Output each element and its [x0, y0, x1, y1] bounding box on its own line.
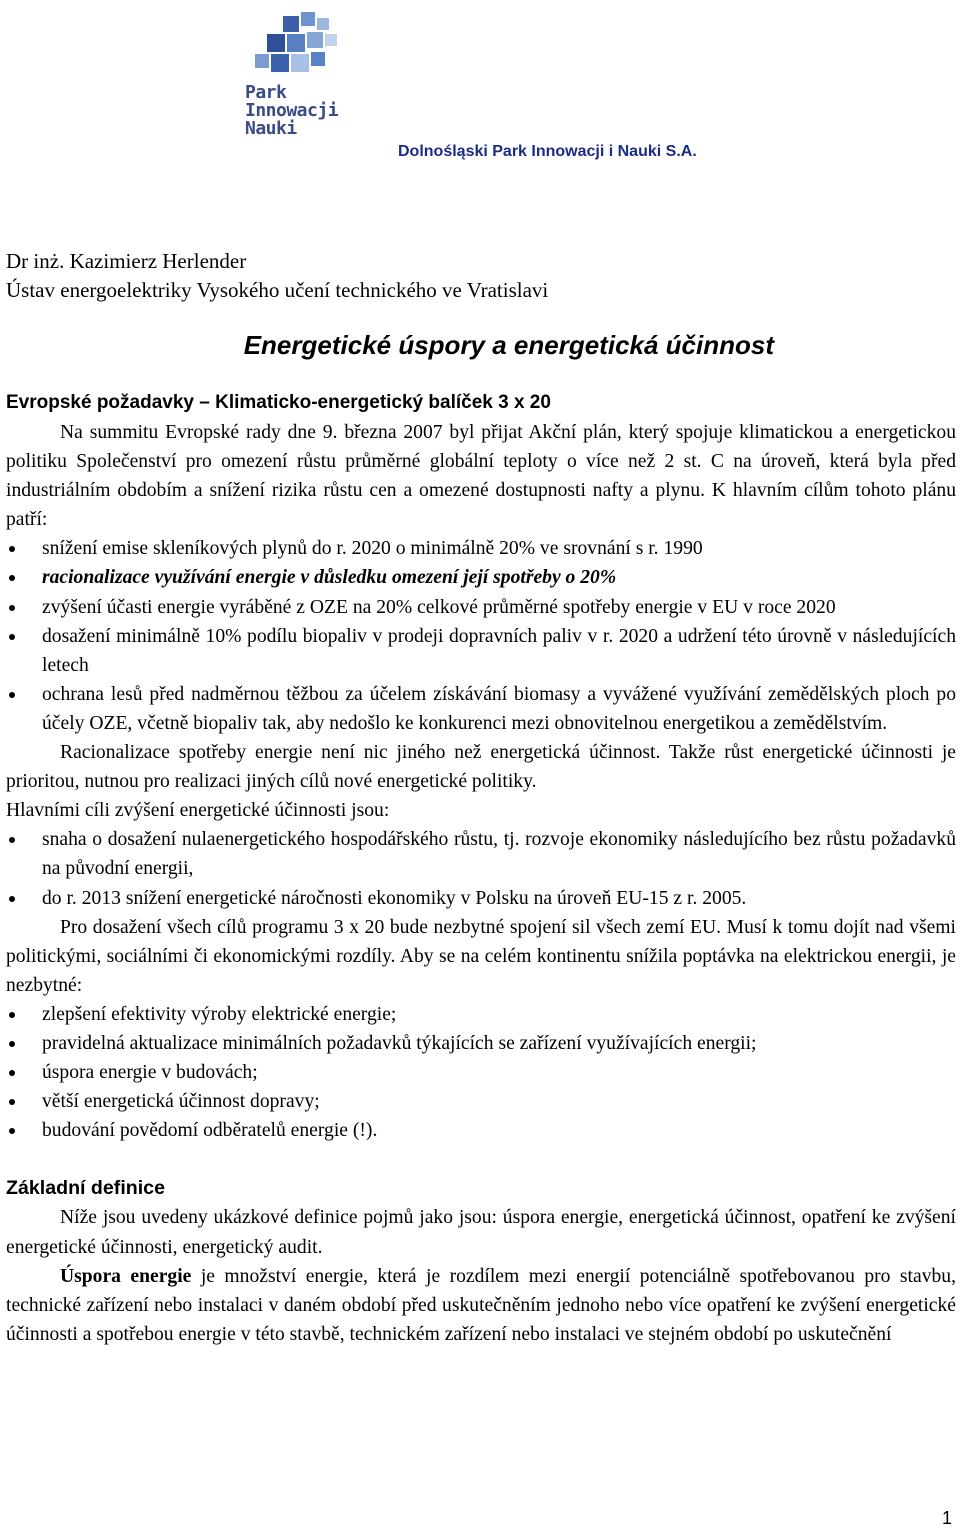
- logo-mark-icon: [245, 12, 385, 82]
- bullet-icon: [9, 837, 15, 843]
- list-item: budování povědomí odběratelů energie (!).: [6, 1116, 956, 1145]
- bullet-icon: [9, 634, 15, 640]
- goals-list: [6, 534, 956, 738]
- bullet-icon: [9, 1041, 15, 1047]
- list-item: snaha o dosažení nulaenergetického hospodářského růstu, tj. rozvoje ekonomiky následujícího bez růstu požadavků na původní energii,: [6, 825, 956, 883]
- bullet-icon: [9, 546, 15, 552]
- logo-text: Park Innowacji Nauki: [245, 82, 339, 139]
- list-item: snížení emise skleníkových plynů do r. 2020 o minimálně 20% ve srovnání s r. 1990: [6, 534, 956, 563]
- list-item: racionalizace využívání energie v důsledku omezení její spotřeby o 20%: [6, 563, 956, 592]
- author-block: [6, 247, 548, 305]
- saving-term: Úspora energie: [60, 1265, 192, 1287]
- main-goals-list: [6, 825, 956, 912]
- definitions-intro: Níže jsou uvedeny ukázkové definice pojmů jako jsou: úspora energie, energetická účinnost, opatření ke zvýšení energetické účinnosti, energetický audit.: [6, 1207, 956, 1258]
- author-affiliation: Ústav energoelektriky Vysokého učení technického ve Vratislavi: [6, 278, 549, 302]
- list-item: dosažení minimálně 10% podílu biopaliv v prodeji dopravních paliv v r. 2020 a udržení této úrovně v následujících letech: [6, 622, 956, 680]
- main-goals-lead: Hlavními cíli zvýšení energetické účinnosti jsou:: [6, 800, 390, 822]
- necessary-list: [6, 1000, 956, 1145]
- bullet-icon: [9, 1070, 15, 1076]
- bullet-icon: [9, 605, 15, 611]
- list-item: ochrana lesů před nadměrnou těžbou za účelem získávání biomasy a vyvážené využívání zemědělských ploch po účely OZE, včetně biopaliv tak, aby nedošlo ke konkurenci mezi obnovitelnou energetikou a zemědělstvím.: [6, 680, 956, 738]
- list-item: do r. 2013 snížení energetické náročnosti ekonomiky v Polsku na úroveň EU-15 z r. 2005.: [6, 884, 956, 913]
- list-item: pravidelná aktualizace minimálních požadavků týkajících se zařízení využívajících energii;: [6, 1029, 956, 1058]
- bullet-icon: [9, 692, 15, 698]
- bullet-icon: [9, 1128, 15, 1134]
- bullet-icon: [9, 896, 15, 902]
- section-heading: Evropské požadavky – Klimaticko-energetický balíček 3 x 20: [6, 392, 551, 413]
- basic-definitions-heading: Základní definice: [6, 1177, 165, 1200]
- bullet-icon: [9, 1099, 15, 1105]
- saving-definition: Úspora energie je množství energie, která je rozdílem mezi energií potenciálně spotřebovanou pro stavbu, technické zařízení nebo instalaci v daném období před uskutečněním jednoho nebo více opatření ke zvýšení energetické účinnosti a spotřebou energie v této stavbě, technickém zařízení nebo instalaci ve stejném období po uskutečnění: [6, 1265, 956, 1345]
- document-title: Energetické úspory a energetická účinnost: [243, 330, 774, 360]
- bullet-icon: [9, 575, 15, 581]
- bullet-icon: [9, 1012, 15, 1018]
- list-item: větší energetická účinnost dopravy;: [6, 1087, 956, 1116]
- document-body: [6, 418, 956, 1349]
- list-item: úspora energie v budovách;: [6, 1058, 956, 1087]
- rationalization-paragraph: Racionalizace spotřeby energie není nic jiného než energetická účinnost. Takže růst energetické účinnosti je prioritou, nutnou pro realizaci jiných cílů nové energetické politiky.: [6, 742, 956, 793]
- page-number: 1: [941, 1508, 952, 1528]
- list-item: zvýšení účasti energie vyráběné z OZE na 20% celkové průměrné spotřeby energie v EU v roce 2020: [6, 593, 956, 622]
- company-name: Dolnośląski Park Innowacji i Nauki S.A.: [398, 143, 697, 160]
- all-goals-paragraph: Pro dosažení všech cílů programu 3 x 20 bude nezbytné spojení sil všech zemí EU. Musí k tomu dojít nad všemi politickými, sociálními či ekonomickými rozdíly. Aby se na celém kontinentu snížila poptávka na elektrickou energii, je nezbytné:: [6, 916, 956, 996]
- intro-paragraph: Na summitu Evropské rady dne 9. března 2007 byl přijat Akční plán, který spojuje klimatickou a energetickou politiku Společenství pro omezení růstu průměrné globální teploty o více než 2 st. C na úroveň, která byla před industriálním obdobím a snížení rizika růstu cen a omezené dostupnosti nafty a plynu. K hlavním cílům tohoto plánu patří:: [6, 422, 956, 531]
- list-item: zlepšení efektivity výroby elektrické energie;: [6, 1000, 956, 1029]
- author-name: Dr inż. Kazimierz Herlender: [6, 249, 247, 273]
- park-logo: [245, 12, 385, 142]
